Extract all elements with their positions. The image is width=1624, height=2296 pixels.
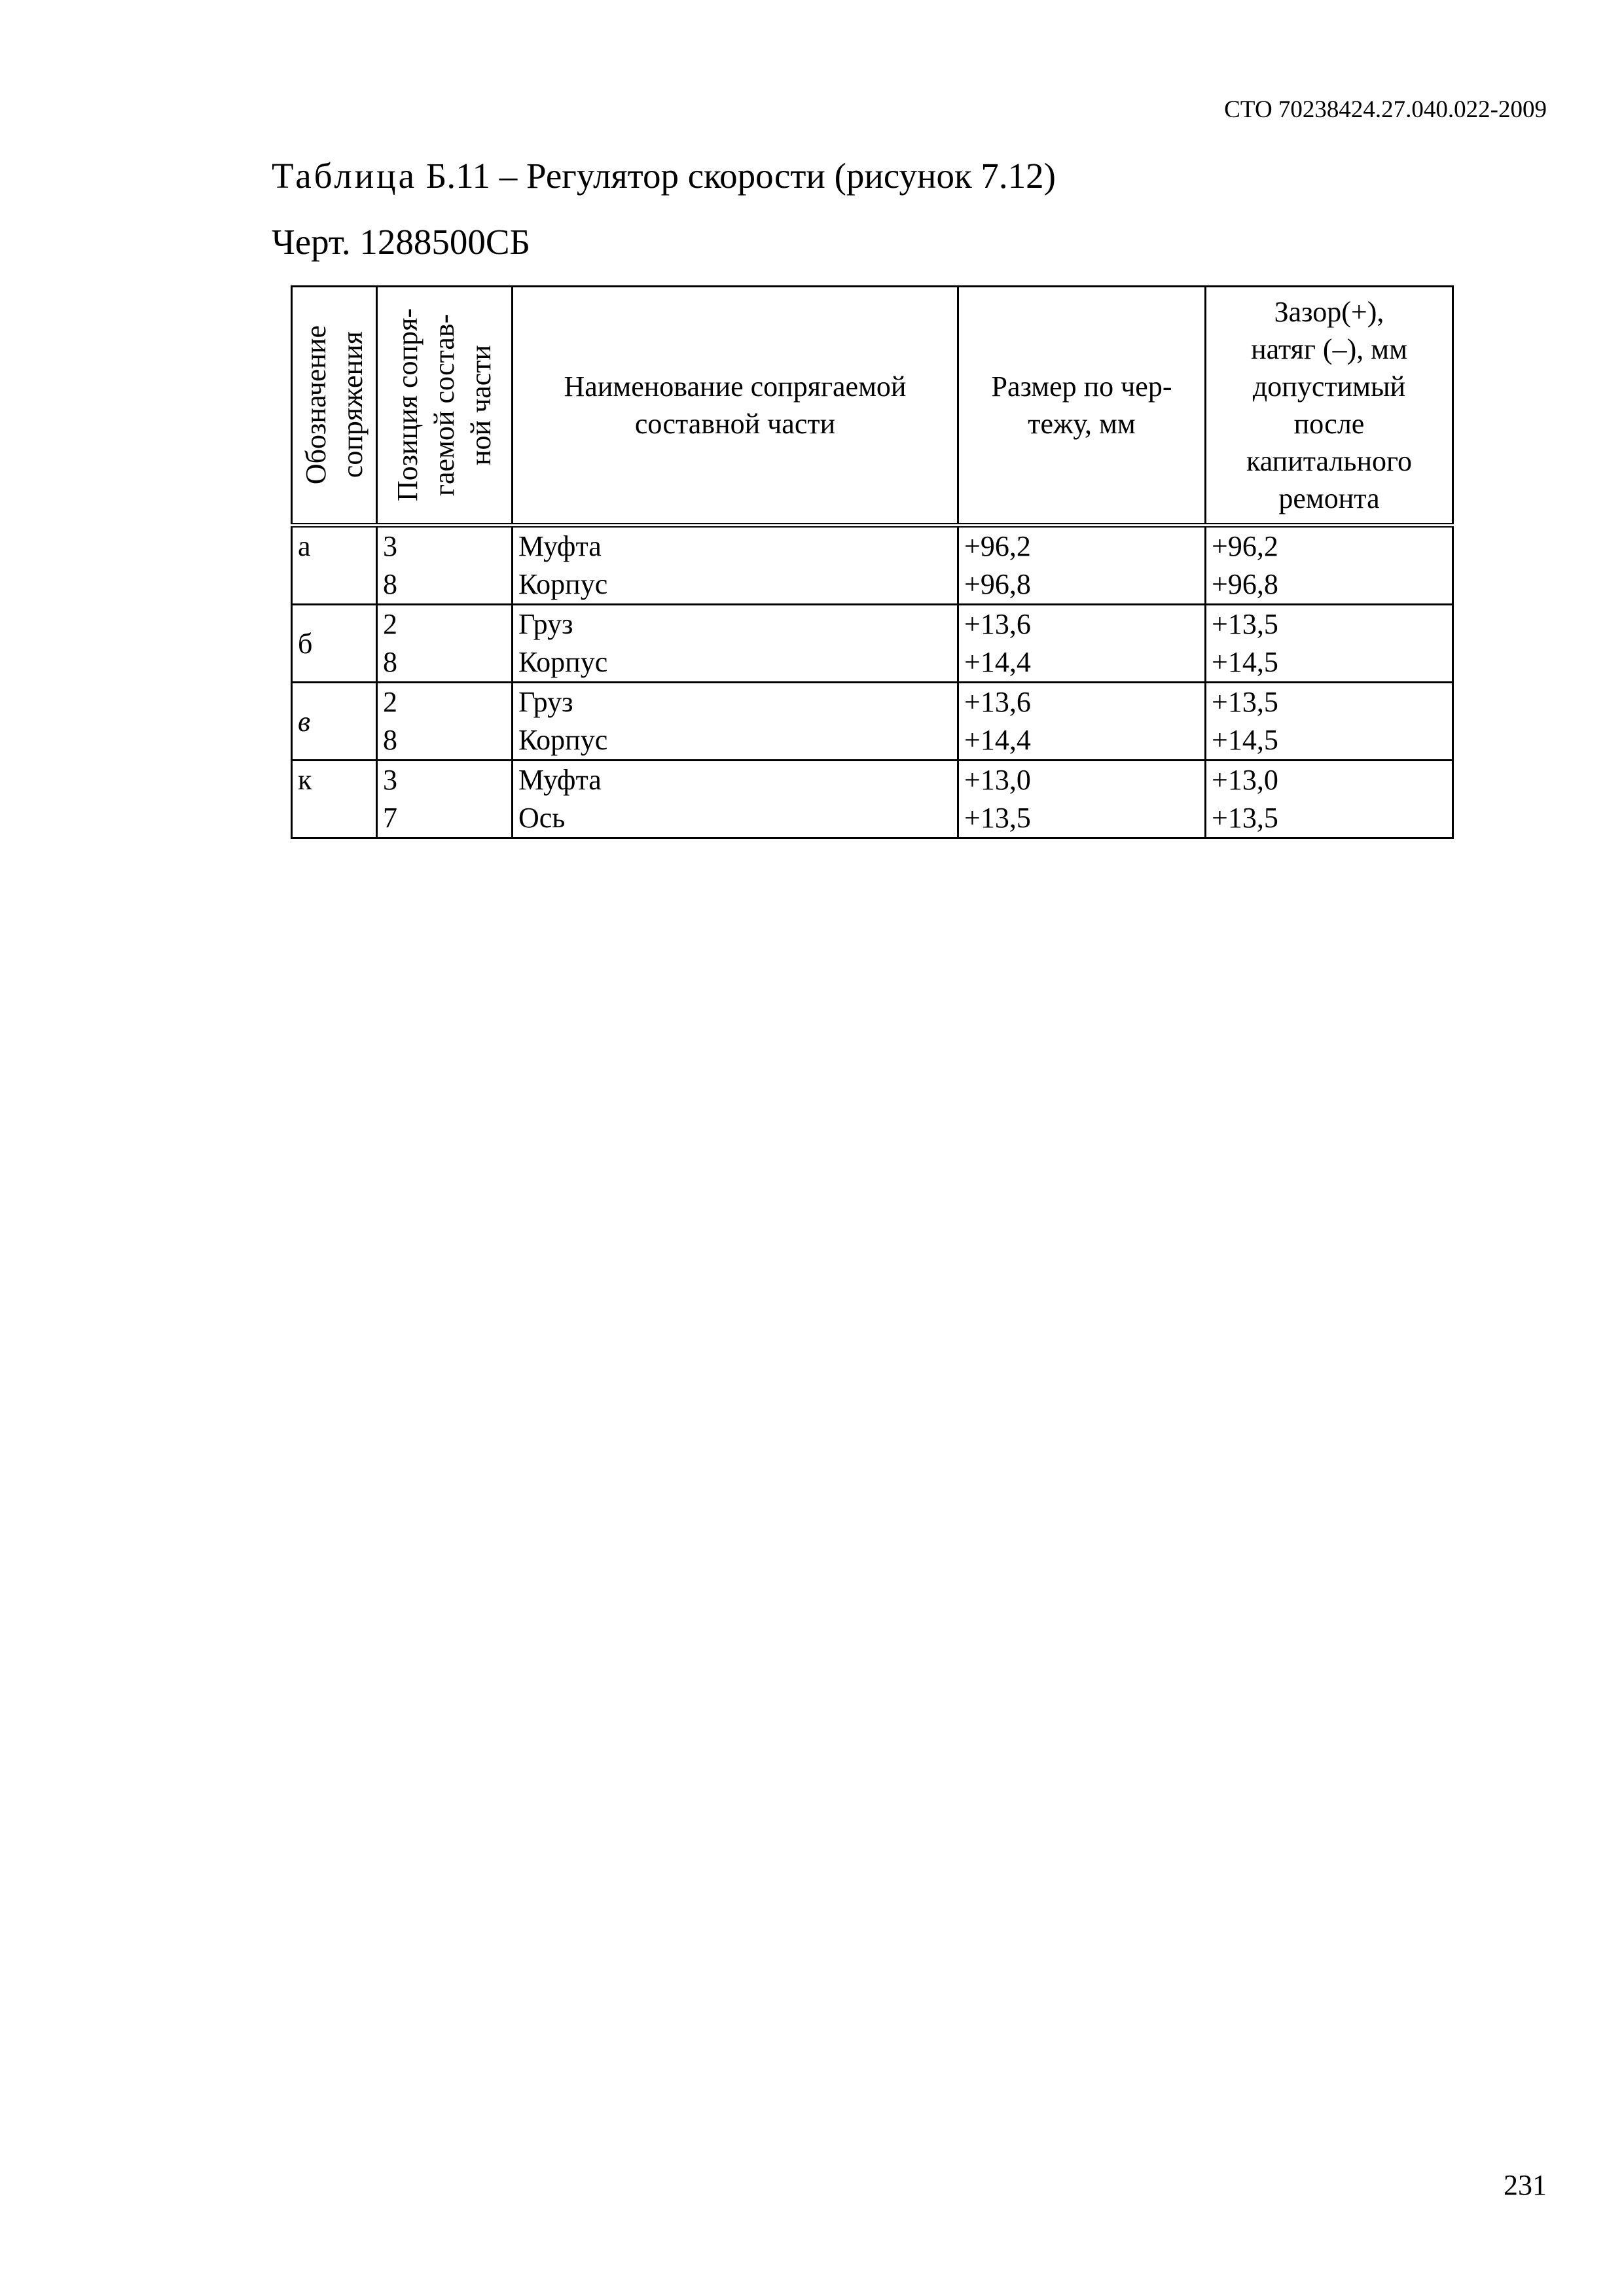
name-cell: Муфта [513,526,958,566]
column-header-mate [292,287,377,526]
column-header-clearance-text: Зазор(+), натяг (–), мм допустимый после капитального ремонта [1246,296,1412,514]
position-cell: 8 [377,643,513,683]
column-header-mate-text: Обозначение сопряжения [299,325,369,485]
size-cell: +13,5 [958,799,1206,838]
size-cell: +13,6 [958,683,1206,722]
size-cell: +14,4 [958,643,1206,683]
clearance-cell: +13,0 [1206,761,1453,800]
name-cell: Корпус [513,565,958,605]
column-header-size [958,287,1206,526]
size-cell: +96,2 [958,526,1206,566]
page-number: 231 [1504,2169,1547,2201]
mate-cell: к [292,761,377,838]
table-row [292,643,1453,683]
clearance-cell: +96,8 [1206,565,1453,605]
table-row [292,761,1453,800]
clearance-cell: +13,5 [1206,799,1453,838]
name-cell: Корпус [513,643,958,683]
clearance-cell: +13,5 [1206,605,1453,644]
position-cell: 7 [377,799,513,838]
table-row [292,565,1453,605]
column-header-clearance [1206,287,1453,526]
position-cell: 8 [377,721,513,761]
column-header-position [377,287,513,526]
table-header-row [292,287,1453,526]
table-title-text: Б.11 – Регулятор скорости (рисунок 7.12) [416,156,1056,196]
size-cell: +14,4 [958,721,1206,761]
drawing-reference: Черт. 1288500СБ [272,222,531,262]
position-cell: 8 [377,565,513,605]
position-cell: 3 [377,761,513,800]
table-row [292,683,1453,722]
mate-cell: б [292,605,377,683]
name-cell: Муфта [513,761,958,800]
position-cell: 2 [377,683,513,722]
table-title-label: Таблица [272,156,417,196]
table-row [292,526,1453,566]
column-header-name [513,287,958,526]
size-cell: +96,8 [958,565,1206,605]
mate-cell: а [292,526,377,605]
column-header-name-text: Наименование сопрягаемой составной части [564,370,907,440]
mate-cell: в [292,683,377,761]
column-header-position-text: Позиция сопря- гаемой состав- ной части [391,308,497,502]
size-cell: +13,0 [958,761,1206,800]
table-row [292,799,1453,838]
name-cell: Груз [513,605,958,644]
name-cell: Груз [513,683,958,722]
clearance-cell: +96,2 [1206,526,1453,566]
table-row [292,605,1453,644]
name-cell: Ось [513,799,958,838]
fit-table [291,285,1454,839]
size-cell: +13,6 [958,605,1206,644]
clearance-cell: +14,5 [1206,721,1453,761]
clearance-cell: +14,5 [1206,643,1453,683]
table-title [272,154,1056,198]
table-row [292,721,1453,761]
name-cell: Корпус [513,721,958,761]
column-header-size-text: Размер по чер- тежу, мм [991,370,1172,440]
document-code: СТО 70238424.27.040.022-2009 [1224,96,1547,123]
position-cell: 2 [377,605,513,644]
position-cell: 3 [377,526,513,566]
clearance-cell: +13,5 [1206,683,1453,722]
